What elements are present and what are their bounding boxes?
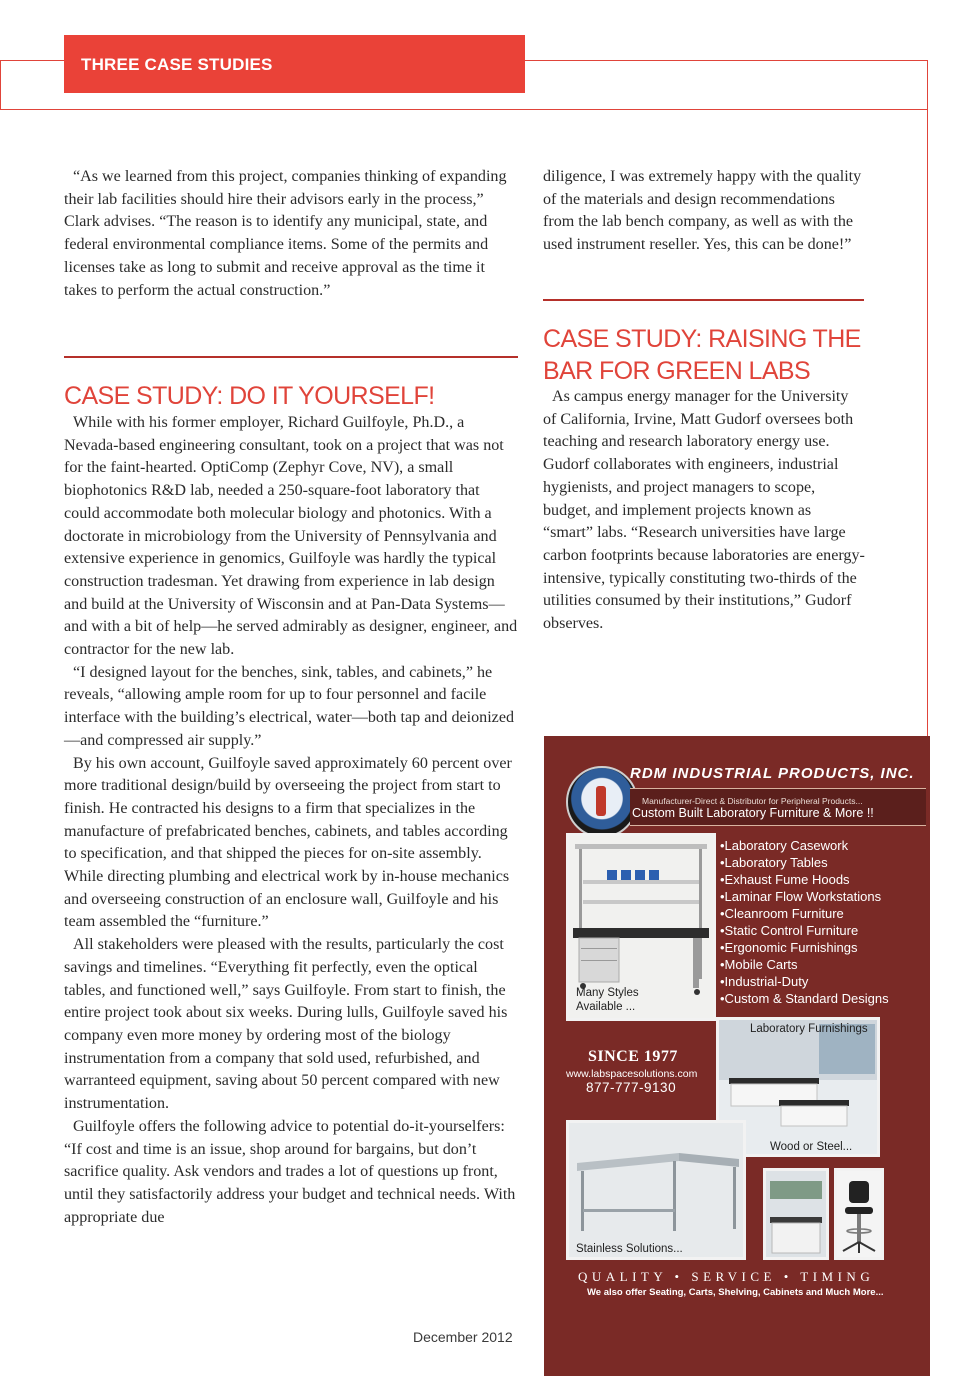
offer-text: We also offer Seating, Carts, Shelving, Cabinets and Much More... <box>587 1287 884 1298</box>
caption-many-styles <box>576 986 639 1014</box>
section-divider-left <box>64 356 518 358</box>
ad-subtitle: Manufacturer-Direct & Distributor for Peripheral Products... <box>642 796 863 806</box>
product-item: •Mobile Carts <box>720 957 798 972</box>
product-item: •Cleanroom Furniture <box>720 906 844 921</box>
caption-many-styles-line1: Many Styles <box>576 987 639 999</box>
stainless-table-photo <box>566 1120 746 1260</box>
section-divider-right <box>543 299 864 301</box>
ad-tagline: Custom Built Laboratory Furniture & More !! <box>632 806 874 820</box>
lab-chair-photo <box>834 1168 884 1260</box>
green-labs-article-body <box>543 386 865 636</box>
body-paragraph: All stakeholders were pleased with the results, particularly the cost savings and timelines. “Everything fit perfectly, even the optical tables, and functioned well,” says Guilfoyle. From start to finish, the entire project took about six weeks. During lulls, Guilfoyle saved his company even more money by ordering most of the biology instrumentation from a company that sold used, refurbished, and warranteed equipment, saving about 50 percent compared with new instrumentation. <box>64 936 508 1113</box>
case-heading-diy: CASE STUDY: DO IT YOURSELF! <box>64 382 435 410</box>
product-item: •Laboratory Casework <box>720 838 849 853</box>
frame-left-line <box>0 60 1 110</box>
caption-laboratory-furnishings: Laboratory Furnishings <box>750 1023 868 1035</box>
since-year: SINCE 1977 <box>588 1048 678 1065</box>
body-paragraph: As campus energy manager for the University of California, Irvine, Matt Gudorf oversees both teaching and research laboratory energy use. Gudorf collaborates with engineers, industrial hygienists, and project managers to scope, budget, and implement projects known as “smart” labs. “Research universities have large carbon footprints because laboratories are energy-intensive, typically constituting two-thirds of the utilities consumed by their institutions,” Gudorf observes. <box>543 388 865 633</box>
ad-company-name: RDM INDUSTRIAL PRODUCTS, INC. <box>630 765 915 782</box>
body-paragraph: While with his former employer, Richard Guilfoyle, Ph.D., a Nevada-based engineering consultant, took on a project that was not for the faint-hearted. OptiComp (Zephyr Cove, NV), a small biophotonics R&D lab, needed a 250-square-foot laboratory that could accommodate both molecular biology and photonics. With a doctorate in microbiology from the University of Pennsylvania and extensive experience in genomics, Guilfoyle was hardly the typical construction tradesman. Yet drawing from experience in lab design and build at the University of Wisconsin and at Pan-Data Systems—and with a bit of help—he served admirably as designer, engineer, and contractor for the new lab. <box>64 414 518 659</box>
continuation-paragraph: diligence, I was extremely happy with the quality of the materials and design recommendations from the lab bench company, as well as with the used instrument reseller. Yes, this can be done!” <box>543 168 862 254</box>
caption-stainless-solutions: Stainless Solutions... <box>576 1243 683 1255</box>
section-header-tab <box>64 35 525 93</box>
frame-right-line <box>927 60 928 738</box>
product-item: •Ergonomic Furnishings <box>720 940 858 955</box>
product-item: •Static Control Furniture <box>720 923 859 938</box>
body-paragraph: By his own account, Guilfoyle saved approximately 60 percent over more traditional design/build by overseeing the project from start to finish. He contracted his designs to a firm that specializes in the manufacture of prefabricated benches, cabinets, and tables according to specification, and that shipped the pieces for on-site assembly. While directing plumbing and electrical work by in-house mechanics and overseeing construction of an enclosure wall, Guilfoyle and his team assembled the “furniture.” <box>64 754 512 931</box>
right-column-continuation <box>543 166 865 257</box>
left-column <box>64 166 519 302</box>
body-paragraph: Guilfoyle offers the following advice to potential do-it-yourselfers: “If cost and time is an issue, shop around for bargains, but don’t sacrifice quality. Ask vendors and trades a lot of questions up front, until they satisfactorily address your budget and technical needs. With appropriate due <box>64 1117 516 1226</box>
diy-article-body <box>64 412 519 1229</box>
body-paragraph: “I designed layout for the benches, sink, tables, and cabinets,” he reveals, “allowing ample room for up to four personnel and facile interface with the building’s electrical, water—both tap and deionized—and compressed air supply.” <box>64 663 515 749</box>
cabinet-photo <box>763 1168 829 1260</box>
stainless-table-illustration <box>569 1123 743 1257</box>
caption-many-styles-line2: Available ... <box>576 1001 636 1013</box>
issue-date: December 2012 <box>413 1329 513 1345</box>
product-item: •Laminar Flow Workstations <box>720 889 882 904</box>
product-item: •Industrial-Duty <box>720 974 809 989</box>
product-list <box>720 837 889 1007</box>
cabinet-illustration <box>766 1171 826 1257</box>
advertisement[interactable] <box>544 736 930 1376</box>
website-link[interactable]: www.labspacesolutions.com <box>566 1068 698 1080</box>
section-label: THREE CASE STUDIES <box>81 55 273 74</box>
phone-number: 877-777-9130 <box>586 1080 677 1095</box>
caption-wood-or-steel: Wood or Steel... <box>770 1141 853 1153</box>
frame-lower-line <box>0 109 928 110</box>
quality-service-timing: QUALITY • SERVICE • TIMING <box>578 1269 875 1284</box>
lab-chair-illustration <box>837 1171 881 1257</box>
company-seal-logo <box>566 766 638 838</box>
product-item: •Laboratory Tables <box>720 855 828 870</box>
product-item: •Exhaust Fume Hoods <box>720 872 850 887</box>
intro-paragraph: “As we learned from this project, companies thinking of expanding their lab facilities should hire their advisors early in the process,” Clark advises. “The reason is to identify any municipal, state, and federal environmental compliance items. Some of the permits and licenses take as long to submit and receive approval as the time it takes to perform the actual construction.” <box>64 168 507 299</box>
case-heading-green-labs: CASE STUDY: RAISING THE BAR FOR GREEN LABS <box>543 325 861 385</box>
product-item: •Custom & Standard Designs <box>720 991 889 1006</box>
